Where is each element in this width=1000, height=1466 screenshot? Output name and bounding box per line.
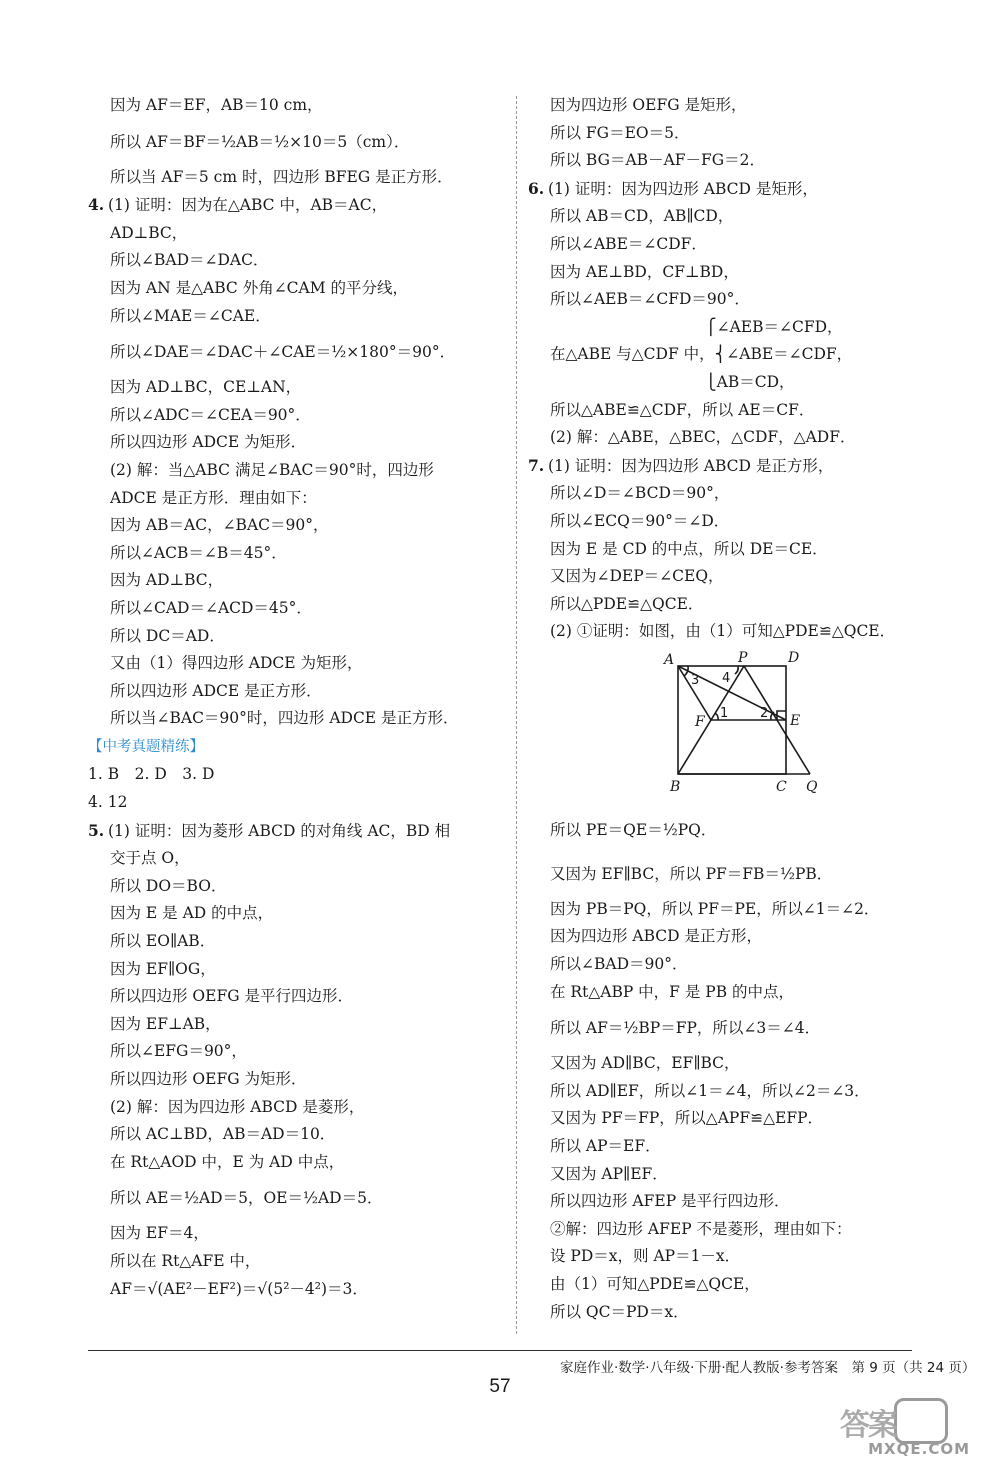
line-text: 因为 AD⊥BC， [110,571,224,590]
text-line [88,429,508,457]
text-line [88,705,508,733]
line-text: 所以∠BAD＝∠DAC． [110,251,269,270]
line-text: 所以∠MAE＝∠CAE． [110,306,271,325]
line-text: 所以△PDE≌△QCE． [550,594,704,613]
text-line [528,1243,928,1271]
line-text: 又因为 EF∥BC，所以 PF＝FB＝½PB． [550,864,833,883]
text-line [88,761,508,789]
line-text: 所以 QC＝PD＝x． [550,1302,689,1321]
line-text: 所以 BG＝AB－AF－FG＝2． [550,151,766,170]
line-text: 所以 FG＝EO＝5． [550,123,690,142]
line-text: 在 Rt△AOD 中，E 为 AD 中点， [110,1152,345,1171]
footer-caption: 家庭作业·数学·八年级·下册·配人教版·参考答案 第 9 页（共 24 页） [560,1360,976,1376]
line-text: 又由（1）得四边形 ADCE 为矩形， [110,654,363,673]
line-text: 因为 EF∥OG， [110,959,216,978]
text-line [88,191,508,220]
text-line [88,650,508,678]
text-line [88,247,508,275]
line-text: 所以当∠BAC＝90°时，四边形 ADCE 是正方形． [110,709,459,728]
text-line [88,567,508,595]
text-line [528,979,928,1007]
text-line [528,424,928,452]
watermark-url: MXQE.COM [868,1440,970,1458]
line-text: 因为 AB＝AC，∠BAC＝90°， [110,516,329,535]
line-text: 所以 AE＝½AD＝5，OE＝½AD＝5． [110,1189,383,1208]
label-angle-4: 4 [722,670,731,686]
text-line [528,508,928,536]
text-line [528,259,928,287]
text-line [528,341,928,369]
line-text: 所以∠ABE＝∠CDF． [550,234,707,253]
right-column-bottom [528,808,928,1326]
text-line [88,1094,508,1122]
line-text: 又因为 AP∥EF． [550,1164,668,1183]
text-line [528,1006,928,1050]
text-line [528,536,928,564]
geometry-figure [658,648,833,798]
line-text: (1) 证明：因为四边形 ABCD 是矩形， [548,179,818,198]
text-line [88,1149,508,1177]
line-text: 1. B 2. D 3. D [88,765,215,784]
label-angle-3: 3 [691,672,700,688]
line-text: 所以四边形 ADCE 为矩形． [110,433,307,452]
line-text: (2) ①证明：如图，由（1）可知△PDE≌△QCE． [550,622,896,641]
text-line [88,678,508,706]
text-line [528,1050,928,1078]
question-number: 7. [528,455,545,475]
text-line [88,817,508,846]
line-text: 交于点 O， [110,849,190,868]
text-line [528,1188,928,1216]
label-c: C [776,778,787,795]
text-line [528,452,928,481]
line-text: 又因为 AD∥BC，EF∥BC， [550,1054,740,1073]
text-line [88,303,508,331]
line-text: 所以 AD∥EF，所以∠1＝∠4，所以∠2＝∠3． [550,1081,870,1100]
text-line [528,1133,928,1161]
line-text: 所以∠CAD＝∠ACD＝45°． [110,598,312,617]
text-line [528,896,928,924]
text-line [88,789,508,817]
label-angle-1: 1 [720,705,729,721]
text-line [528,563,928,591]
text-line [88,900,508,928]
text-line [88,92,508,120]
text-line [88,1248,508,1276]
angle-1-arc [715,713,718,720]
line-text: 所以 AP＝EF． [550,1137,661,1156]
line-text: 因为四边形 ABCD 是正方形， [550,927,763,946]
line-text: AD⊥BC， [110,223,188,242]
question-number: 6. [528,178,545,198]
text-line [88,983,508,1011]
line-text: 因为四边形 OEFG 是矩形， [550,96,747,114]
line-text: 因为 EF＝4， [110,1224,209,1243]
line-text: 所以四边形 AFEP 是平行四边形． [550,1192,790,1211]
line-text: 在 Rt△ABP 中，F 是 PB 的中点， [550,982,795,1001]
label-b: B [670,778,681,795]
text-line [88,873,508,901]
text-line [88,1038,508,1066]
text-line [88,330,508,374]
text-line [528,951,928,979]
text-line [528,175,928,204]
line-text: 因为 AE⊥BD，CF⊥BD， [550,262,739,281]
line-text: 所以∠AEB＝∠CFD＝90°． [550,290,750,309]
line-text: 所以四边形 OEFG 是平行四边形． [110,987,354,1006]
page-number: 57 [489,1376,511,1397]
text-line [88,540,508,568]
label-q: Q [806,778,818,795]
text-line [88,374,508,402]
text-line [88,845,508,873]
line-text: ②解：四边形 AFEP 不是菱形，理由如下： [550,1219,852,1238]
line-text: 因为 AD⊥BC，CE⊥AN， [110,378,302,397]
line-text: 所以∠ACB＝∠B＝45°． [110,543,287,562]
line-text: 4. 12 [88,793,128,812]
text-line [528,147,928,175]
angle-4-arc [735,666,738,674]
line-text: AF＝√(AE²－EF²)＝√(5²－4²)＝3． [110,1279,368,1298]
label-f: F [695,713,705,730]
line-text: ⎧∠AEB＝∠CFD， [550,317,843,336]
text-line [88,164,508,192]
line-text: 所以 AB＝CD，AB∥CD， [550,207,734,226]
text-line [528,618,928,646]
line-text: 所以 AF＝BF＝½AB＝½×10＝5（cm）． [110,132,410,151]
line-text: 所以△ABE≌△CDF，所以 AE＝CF． [550,400,815,419]
text-line [528,1078,928,1106]
line-text: 所以∠ECQ＝90°＝∠D． [550,511,730,530]
text-line [528,120,928,148]
line-text: 所以四边形 ADCE 是正方形． [110,681,322,700]
line-text: 设 PD＝x，则 AP＝1－x． [550,1247,741,1266]
line-text: (1) 证明：因为在△ABC 中，AB＝AC， [108,196,388,215]
line-text: 所以 DO＝BO． [110,876,227,895]
label-p: P [738,649,748,666]
label-angle-2: 2 [760,705,769,721]
line-text: 所以当 AF＝5 cm 时，四边形 BFEG 是正方形． [110,167,453,186]
text-line [528,1161,928,1189]
line-text: (2) 解：当△ABC 满足∠BAC＝90°时，四边形 [110,460,434,479]
text-line [88,120,508,164]
text-line [528,231,928,259]
text-line [528,1105,928,1133]
line-text: 在△ABE 与△CDF 中，⎨∠ABE＝∠CDF， [550,345,853,364]
label-d: D [788,649,800,666]
text-line [528,923,928,951]
text-line [528,852,928,896]
text-line [88,956,508,984]
line-text: (1) 证明：因为菱形 ABCD 的对角线 AC，BD 相 [108,821,451,840]
line-text: 所以 EO∥AB． [110,932,216,951]
footer-rule [88,1350,912,1351]
line-text: ⎩AB＝CD， [550,372,795,391]
text-line [528,591,928,619]
line-text: 所以∠DAE＝∠DAC＋∠CAE＝½×180°＝90°． [110,343,456,362]
label-e: E [790,712,801,729]
text-line [88,1220,508,1248]
column-divider [516,96,517,1334]
line-text: 因为 EF⊥AB， [110,1014,221,1033]
left-column [88,92,508,1303]
text-line [528,203,928,231]
text-line [88,220,508,248]
text-line [88,457,508,485]
line-text: 因为 PB＝PQ，所以 PF＝PE，所以∠1＝∠2． [550,899,880,918]
line-text: 所以 AF＝½BP＝FP，所以∠3＝∠4． [550,1019,821,1038]
line-text: 所以四边形 OEFG 为矩形． [110,1070,307,1088]
watermark-logo-text: 答案 [840,1408,896,1443]
line-text: 所以在 Rt△AFE 中， [110,1251,261,1270]
text-line [88,275,508,303]
text-line [528,286,928,314]
text-line [88,928,508,956]
line-text: 所以∠D＝∠BCD＝90°， [550,484,730,503]
text-line [88,1066,508,1094]
line-text: 所以∠BAD＝90°． [550,955,688,974]
text-line [528,92,928,120]
text-line [528,480,928,508]
line-text: 因为 E 是 AD 的中点， [110,904,274,923]
question-number: 4. [88,195,105,215]
text-line [88,512,508,540]
text-line [88,1276,508,1304]
right-column [528,92,928,1326]
text-line [88,623,508,651]
text-line [88,402,508,430]
right-column-top [528,92,928,646]
text-line [88,485,508,513]
line-text: 所以∠ADC＝∠CEA＝90°． [110,405,311,424]
line-text: (1) 证明：因为四边形 ABCD 是正方形， [548,456,834,475]
line-text: 所以 DC＝AD． [110,626,225,645]
line-text: 所以 PE＝QE＝½PQ． [550,820,717,839]
text-line [528,369,928,397]
text-line [528,1299,928,1327]
angle-3-arc [684,666,688,676]
text-line [88,1011,508,1039]
line-text: (2) 解：因为四边形 ABCD 是菱形， [110,1097,365,1116]
line-text: 所以 AC⊥BD，AB＝AD＝10． [110,1125,336,1144]
text-line [528,314,928,342]
text-line [528,1216,928,1244]
section-heading [88,733,508,762]
line-text: 因为 E 是 CD 的中点，所以 DE＝CE． [550,539,828,558]
watermark-logo-icon [894,1398,948,1444]
text-line [88,595,508,623]
text-line [528,808,928,852]
line-text: (2) 解：△ABE，△BEC，△CDF，△ADF． [550,428,856,447]
line-text: 所以∠EFG＝90°， [110,1042,247,1061]
label-a: A [664,651,675,668]
text-line [528,397,928,425]
line-text: 【中考真题精练】 [88,738,204,755]
text-line [88,1121,508,1149]
line-text: 由（1）可知△PDE≌△QCE， [550,1275,760,1293]
text-line [88,1176,508,1220]
text-line [528,1271,928,1299]
line-text: 又因为 PF＝FP，所以△APF≌△EFP． [550,1109,823,1128]
line-text: 又因为∠DEP＝∠CEQ， [550,567,724,586]
line-text: 因为 AF＝EF，AB＝10 cm， [110,96,323,114]
question-number: 5. [88,820,105,840]
line-text: ADCE 是正方形．理由如下： [110,488,317,507]
line-text: 因为 AN 是△ABC 外角∠CAM 的平分线， [110,278,409,297]
